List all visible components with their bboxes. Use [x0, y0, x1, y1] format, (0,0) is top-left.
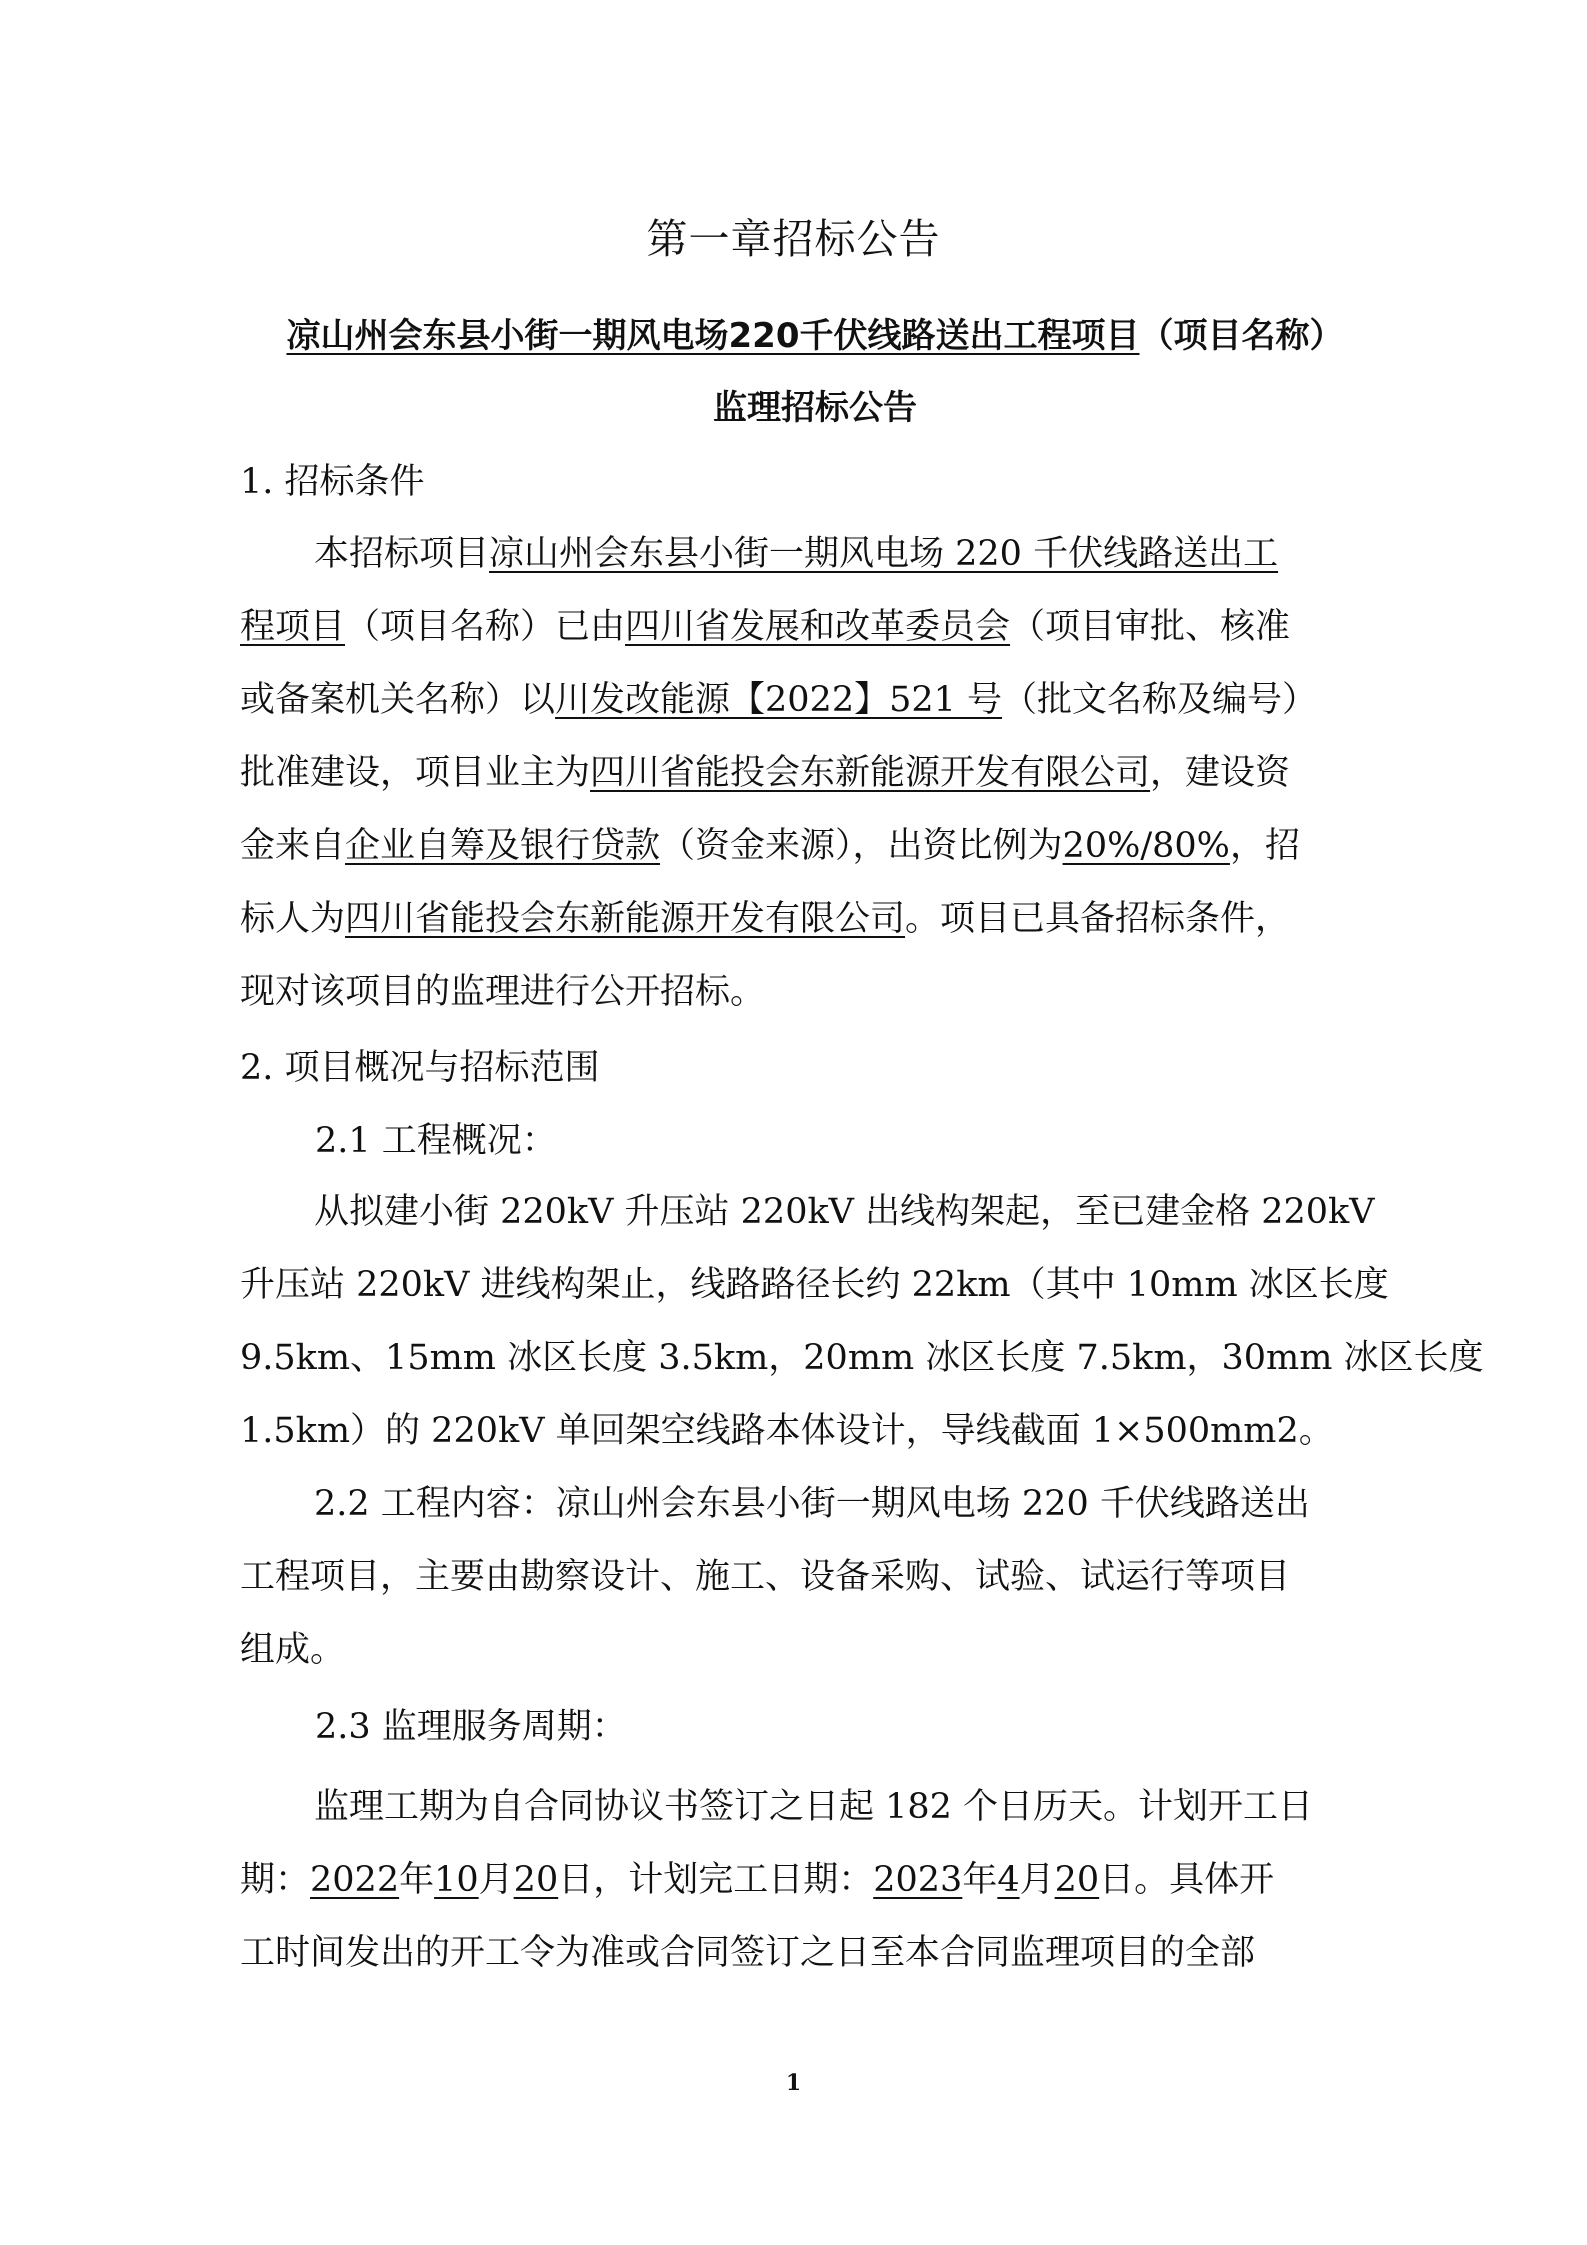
start-year: 2022	[310, 1860, 400, 1900]
text-line: 组成。	[240, 1630, 346, 1670]
text-line	[240, 810, 1362, 883]
announcement-title-line1	[240, 308, 1390, 357]
project-name-note: （项目名称）	[1139, 316, 1344, 356]
funding-ratio: 20%/80%	[1062, 826, 1230, 866]
page-number: 1	[785, 2070, 802, 2096]
service-period-paragraph	[240, 1771, 1362, 1990]
tenderer: 四川省能投会东新能源开发有限公司	[345, 899, 906, 939]
text-line	[240, 664, 1362, 737]
end-day: 20	[1054, 1860, 1100, 1900]
text-span: （项目审批、核准	[1010, 607, 1291, 647]
tender-conditions-paragraph	[240, 518, 1362, 1029]
subsection-2-3-heading: 2.3 监理服务周期：	[315, 1707, 627, 1747]
text-line	[240, 518, 1362, 591]
text-span: 年	[399, 1860, 435, 1900]
chapter-title: 第一章招标公告	[646, 215, 941, 263]
text-span: 年	[962, 1860, 998, 1900]
approval-document: 川发改能源【2022】521 号	[555, 680, 1003, 720]
text-line: 工时间发出的开工令为准或合同签订之日至本合同监理项目的全部	[240, 1933, 1256, 1973]
text-span: 批准建设，项目业主为	[240, 753, 591, 793]
text-span: 或备案机关名称）以	[240, 680, 556, 720]
start-month: 10	[434, 1860, 479, 1900]
project-owner: 四川省能投会东新能源开发有限公司	[590, 753, 1151, 793]
section-heading-1: 1. 招标条件	[240, 462, 425, 502]
text-line	[240, 737, 1362, 810]
text-span: 。项目已具备招标条件，	[905, 899, 1291, 939]
funding-source: 企业自筹及银行贷款	[345, 826, 661, 866]
start-day: 20	[513, 1860, 559, 1900]
project-name: 凉山州会东县小街一期风电场220千伏线路送出工程项目	[286, 316, 1140, 356]
text-span: 期：	[240, 1860, 311, 1900]
text-line: 9.5km、15mm 冰区长度 3.5km，20mm 冰区长度 7.5km，30mm 冰区长度	[240, 1338, 1484, 1378]
project-name-ref: 程项目	[240, 607, 346, 647]
text-line	[240, 591, 1362, 664]
text-span: 金来自	[240, 826, 346, 866]
text-line: 工程项目，主要由勘察设计、施工、设备采购、试验、试运行等项目	[240, 1557, 1291, 1597]
text-span: 日，计划完工日期：	[558, 1860, 874, 1900]
project-name-ref: 凉山州会东县小街一期风电场 220 千伏线路送出工	[489, 534, 1279, 574]
announcement-title-line2: 监理招标公告	[713, 388, 917, 428]
text-line: 从拟建小街 220kV 升压站 220kV 出线构架起，至已建金格 220kV	[314, 1192, 1375, 1232]
text-line: 升压站 220kV 进线构架止，线路路径长约 22km（其中 10mm 冰区长度	[240, 1265, 1389, 1305]
text-span: 月	[478, 1860, 514, 1900]
text-span: ，招	[1229, 826, 1300, 866]
project-content-paragraph	[240, 1468, 1362, 1687]
text-span: 本招标项目	[314, 534, 490, 574]
subsection-2-1-heading: 2.1 工程概况：	[315, 1121, 557, 1161]
text-line	[240, 883, 1362, 956]
text-span: 标人为	[240, 899, 346, 939]
text-span: （项目名称）已由	[345, 607, 626, 647]
end-month: 4	[997, 1860, 1020, 1900]
text-line	[240, 1844, 1362, 1917]
text-line: 现对该项目的监理进行公开招标。	[240, 972, 766, 1012]
text-span: （批文名称及编号）	[1002, 680, 1318, 720]
text-span: （资金来源），出资比例为	[660, 826, 1063, 866]
section-heading-2: 2. 项目概况与招标范围	[240, 1048, 600, 1088]
project-overview-paragraph	[240, 1176, 1484, 1468]
end-year: 2023	[873, 1860, 963, 1900]
approval-authority: 四川省发展和改革委员会	[625, 607, 1011, 647]
text-line: 1.5km）的 220kV 单回架空线路本体设计，导线截面 1×500mm2。	[240, 1411, 1334, 1451]
text-span: 月	[1019, 1860, 1055, 1900]
text-line: 监理工期为自合同协议书签订之日起 182 个日历天。计划开工日	[314, 1787, 1314, 1827]
text-span: ，建设资	[1150, 753, 1291, 793]
text-line: 2.2 工程内容：凉山州会东县小街一期风电场 220 千伏线路送出	[314, 1484, 1310, 1524]
text-span: 日。具体开	[1099, 1860, 1275, 1900]
